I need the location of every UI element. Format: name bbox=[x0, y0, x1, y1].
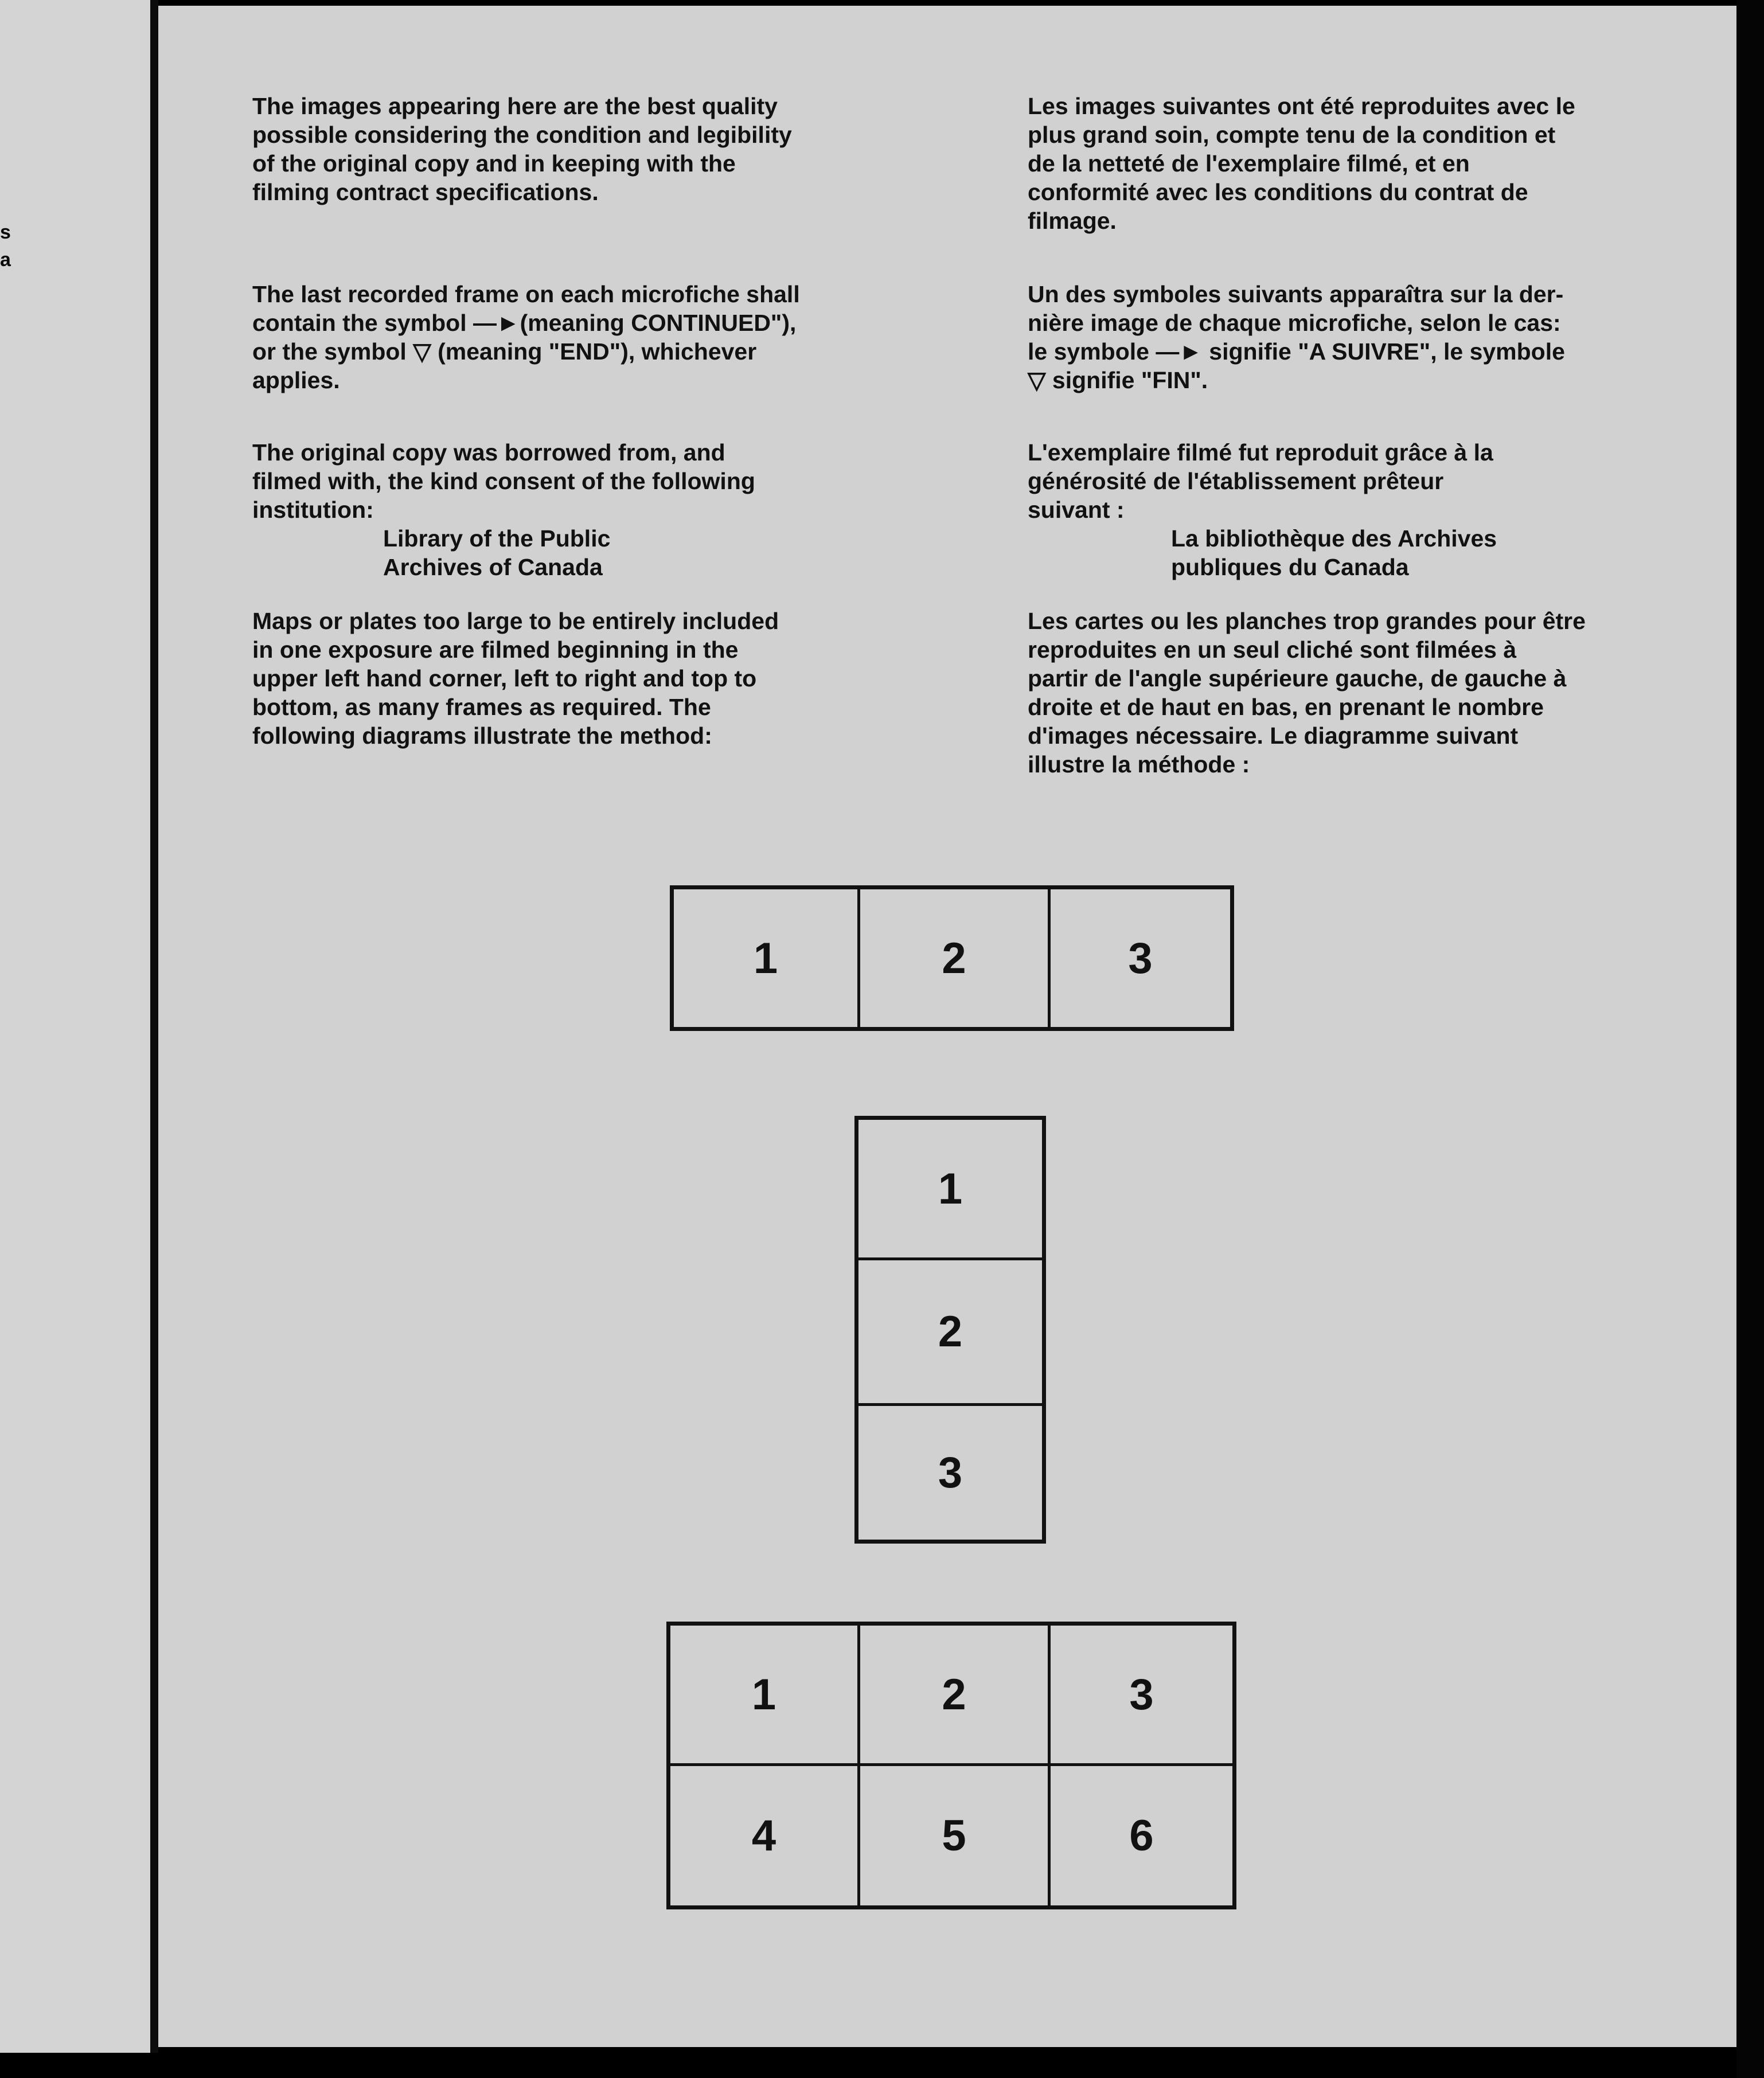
diagram-horizontal bbox=[670, 885, 1234, 1031]
frame-number: 3 bbox=[1129, 1670, 1154, 1719]
text-line: in one exposure are filmed beginning in the bbox=[252, 636, 739, 663]
institution-name: Library of the Public bbox=[383, 525, 611, 552]
text-line: Un des symboles suivants apparaîtra sur la der- bbox=[1028, 281, 1564, 307]
adjacent-page-strip bbox=[0, 0, 150, 2053]
text-line: de la netteté de l'exemplaire filmé, et en bbox=[1028, 150, 1470, 177]
text-line: contain the symbol —►(meaning CONTINUED"), bbox=[252, 310, 797, 336]
text-line: The original copy was borrowed from, and bbox=[252, 439, 725, 466]
frame-number: 5 bbox=[942, 1811, 966, 1860]
text-line: L'exemplaire filmé fut reproduit grâce à la bbox=[1028, 439, 1493, 466]
text-line: following diagrams illustrate the method: bbox=[252, 722, 712, 749]
diagram-vertical bbox=[854, 1116, 1046, 1544]
french-maps-paragraph bbox=[1028, 607, 1586, 779]
text-line: upper left hand corner, left to right and top to bbox=[252, 665, 757, 692]
text-line: illustre la méthode : bbox=[1028, 751, 1250, 778]
english-maps-paragraph bbox=[252, 607, 779, 750]
text-line: ▽ signifie "FIN". bbox=[1028, 367, 1208, 393]
text-line: générosité de l'établissement prêteur bbox=[1028, 468, 1444, 494]
institution-name: publiques du Canada bbox=[1171, 554, 1409, 580]
edge-fragment-a: a bbox=[0, 249, 11, 271]
frame-number: 6 bbox=[1129, 1811, 1154, 1860]
text-line: reproduites en un seul cliché sont filmées à bbox=[1028, 636, 1517, 663]
frame-number: 1 bbox=[753, 933, 778, 983]
english-quality-paragraph bbox=[252, 92, 792, 206]
text-line: filmed with, the kind consent of the following bbox=[252, 468, 755, 494]
text-line: suivant : bbox=[1028, 497, 1125, 523]
text-line: possible considering the condition and legibility bbox=[252, 122, 792, 148]
text-line: droite et de haut en bas, en prenant le nombre bbox=[1028, 694, 1544, 720]
text-line: Les images suivantes ont été reproduites avec le bbox=[1028, 93, 1575, 119]
text-line: The images appearing here are the best quality bbox=[252, 93, 778, 119]
frame-number: 2 bbox=[942, 1670, 966, 1719]
text-line: Les cartes ou les planches trop grandes pour être bbox=[1028, 608, 1586, 634]
text-line: of the original copy and in keeping with the bbox=[252, 150, 736, 177]
diagram-grid bbox=[666, 1622, 1236, 1909]
french-symbol-paragraph bbox=[1028, 280, 1565, 394]
text-line: applies. bbox=[252, 367, 340, 393]
text-line: bottom, as many frames as required. The bbox=[252, 694, 711, 720]
frame-number: 1 bbox=[938, 1164, 963, 1213]
text-line: conformité avec les conditions du contrat de bbox=[1028, 179, 1528, 205]
frame-number: 4 bbox=[751, 1811, 776, 1860]
frame-number: 3 bbox=[938, 1448, 963, 1497]
frame-number: 1 bbox=[751, 1670, 776, 1719]
page-gutter bbox=[150, 0, 158, 2053]
text-line: partir de l'angle supérieure gauche, de gauche à bbox=[1028, 665, 1567, 692]
text-line: nière image de chaque microfiche, selon le cas: bbox=[1028, 310, 1561, 336]
text-line: Maps or plates too large to be entirely included bbox=[252, 608, 779, 634]
text-line: The last recorded frame on each microfiche shall bbox=[252, 281, 800, 307]
text-line: institution: bbox=[252, 497, 374, 523]
text-line: le symbole —► signifie "A SUIVRE", le symbole bbox=[1028, 338, 1565, 365]
institution-name: Archives of Canada bbox=[383, 554, 603, 580]
text-line: d'images nécessaire. Le diagramme suivant bbox=[1028, 722, 1519, 749]
right-film-border bbox=[1736, 0, 1764, 2078]
text-line: filmage. bbox=[1028, 208, 1117, 234]
french-quality-paragraph bbox=[1028, 92, 1575, 235]
frame-number: 3 bbox=[1128, 933, 1153, 983]
english-symbol-paragraph bbox=[252, 280, 800, 394]
english-borrowed-paragraph bbox=[252, 438, 755, 581]
text-line: plus grand soin, compte tenu de la condition et bbox=[1028, 122, 1556, 148]
institution-name: La bibliothèque des Archives bbox=[1171, 525, 1497, 552]
edge-fragment-s: s bbox=[0, 221, 11, 243]
frame-number: 2 bbox=[938, 1307, 963, 1356]
french-borrowed-paragraph bbox=[1028, 438, 1497, 581]
text-line: or the symbol ▽ (meaning "END"), whichever bbox=[252, 338, 757, 365]
text-line: filming contract specifications. bbox=[252, 179, 599, 205]
frame-number: 2 bbox=[942, 933, 966, 983]
